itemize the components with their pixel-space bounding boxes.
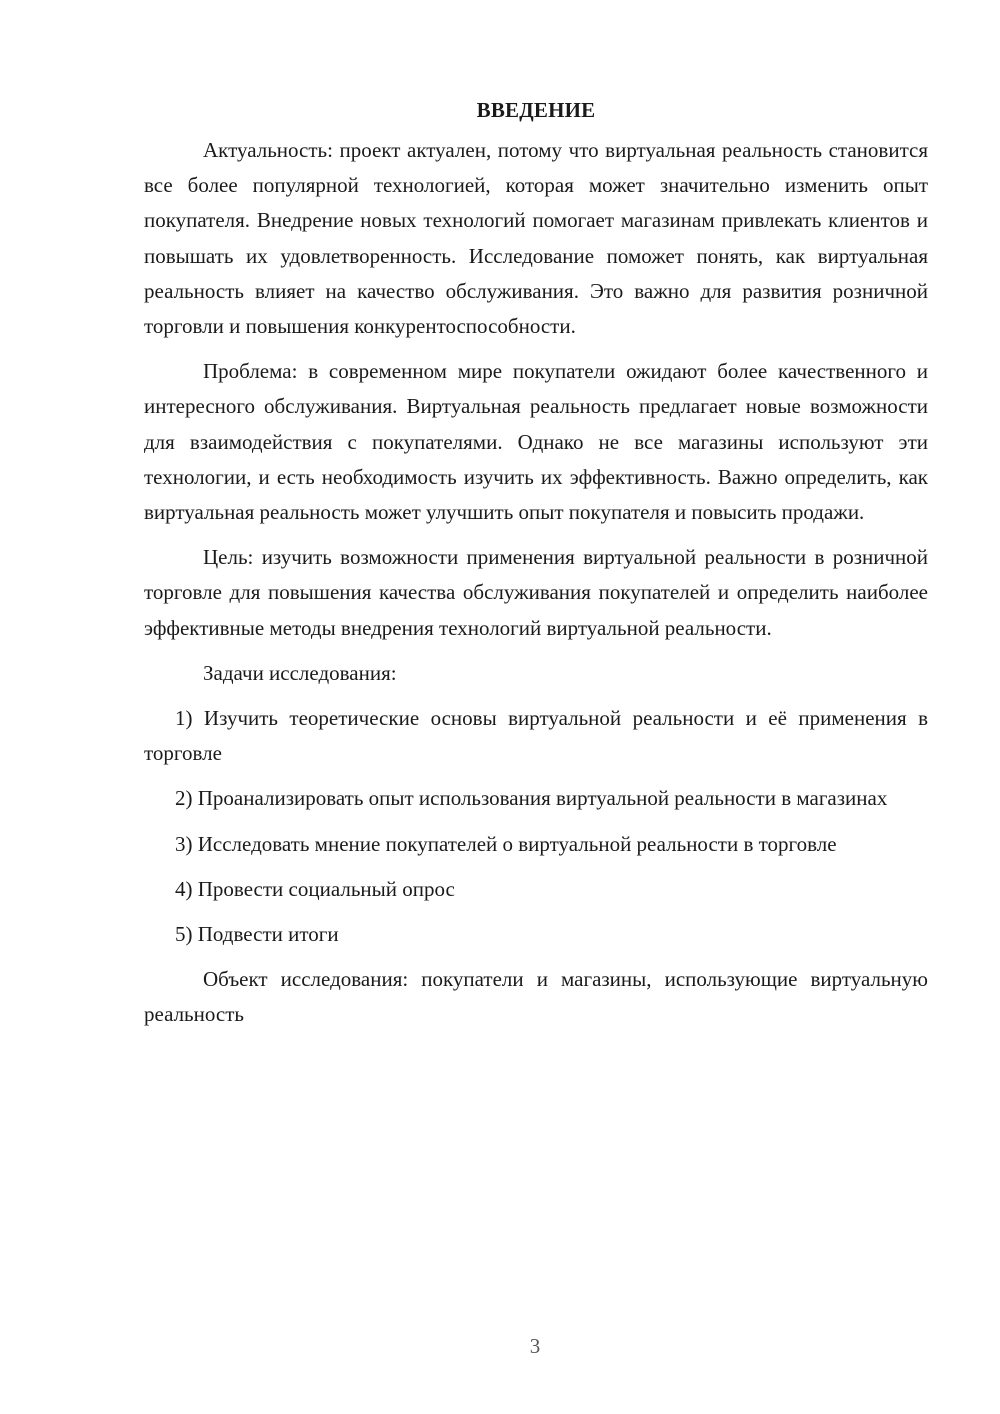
task-item: 3) Исследовать мнение покупателей о виртуальной реальности в торговле: [175, 831, 837, 856]
page-content: [144, 95, 928, 1043]
goal-paragraph: Цель: изучить возможности применения виртуальной реальности в розничной торговле для повышения качества обслуживания покупателей и определить наиболее эффективные методы внедрения технологий виртуальной реальности.: [144, 545, 928, 640]
task-item: 5) Подвести итоги: [175, 922, 339, 947]
object-paragraph: Объект исследования: покупатели и магазины, использующие виртуальную реальность: [144, 967, 928, 1027]
task-item: 1) Изучить теоретические основы виртуальной реальности и её применения в торговле: [144, 706, 928, 766]
task-item: 4) Провести социальный опрос: [175, 876, 455, 901]
relevance-paragraph: Актуальность: проект актуален, потому что виртуальная реальность становится все более популярной технологией, которая может значительно изменить опыт покупателя. Внедрение новых технологий помогает магазинам привлекать клиентов и повышать их удовлетворенность. Исследование поможет понять, как виртуальная реальность влияет на качество обслуживания. Это важно для развития розничной торговли и повышения конкурентоспособности.: [144, 138, 928, 339]
tasks-heading: Задачи исследования:: [203, 660, 397, 685]
page-number: 3: [529, 1334, 541, 1358]
task-item: 2) Проанализировать опыт использования виртуальной реальности в магазинах: [175, 786, 888, 811]
section-heading: ВВЕДЕНИЕ: [476, 98, 596, 122]
problem-paragraph: Проблема: в современном мире покупатели ожидают более качественного и интересного обслуживания. Виртуальная реальность предлагает новые возможности для взаимодействия с покупателями. Однако не все магазины используют эти технологии, и есть необходимость изучить их эффективность. Важно определить, как виртуальная реальность может улучшить опыт покупателя и повысить продажи.: [144, 359, 928, 525]
